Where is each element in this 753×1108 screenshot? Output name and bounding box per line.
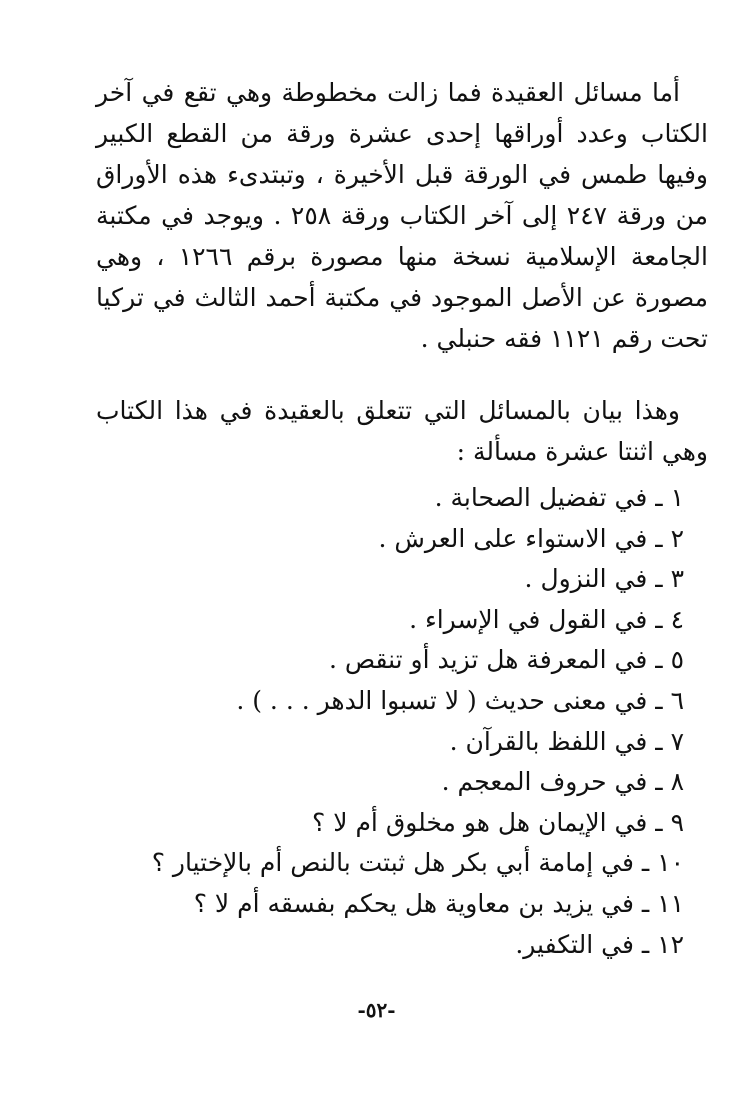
list-item — [96, 722, 708, 763]
item-text: في إمامة أبي بكر هل ثبتت بالنص أم بالإختيار ؟ — [151, 848, 634, 878]
item-number: ١ ـ — [655, 483, 684, 512]
creed-issues-list — [96, 478, 708, 965]
list-item — [96, 559, 708, 600]
list-item — [96, 681, 708, 722]
item-number: ٧ ـ — [655, 726, 684, 756]
manuscript-description-paragraph: أما مسائل العقيدة فما زالت مخطوطة وهي تقع في آخر الكتاب وعدد أوراقها إحدى عشرة ورقة من القطع الكبير وفيها طمس في الورقة قبل الأخيرة ، وتبتدىء هذه الأوراق من ورقة ٢٤٧ إلى آخر الكتاب ورقة ٢٥٨ . ويوجد في مكتبة الجامعة الإسلامية نسخة منها مصورة برقم ١٢٦٦ ، وهي مصورة عن الأصل الموجود في مكتبة أحمد الثالث في تركيا تحت رقم ١١٢١ فقه حنبلي . — [96, 78, 708, 353]
list-item — [96, 803, 708, 844]
issues-intro-block — [96, 390, 708, 472]
item-number: ٢ ـ — [655, 523, 684, 553]
list-item — [96, 640, 708, 681]
item-text: في التكفير. — [515, 929, 634, 959]
item-text: في حروف المعجم . — [441, 767, 648, 797]
list-item — [96, 843, 708, 884]
item-number: ٣ ـ — [655, 564, 684, 594]
item-text: في القول في الإسراء . — [409, 604, 648, 634]
item-number: ١١ ـ — [641, 888, 684, 918]
item-number: ٤ ـ — [655, 604, 684, 634]
list-item — [96, 478, 708, 519]
intro-paragraph-block — [96, 72, 708, 359]
item-text: في الإيمان هل هو مخلوق أم لا ؟ — [312, 807, 648, 837]
list-item — [96, 884, 708, 925]
item-text: في النزول . — [524, 564, 648, 594]
list-item — [96, 519, 708, 560]
page-number: -٥٢- — [357, 998, 396, 1022]
item-number: ١٠ ـ — [641, 848, 684, 878]
item-text: في تفضيل الصحابة . — [434, 483, 648, 512]
list-item — [96, 762, 708, 803]
item-number: ١٢ ـ — [641, 929, 684, 959]
item-number: ٨ ـ — [655, 767, 684, 797]
item-text: في يزيد بن معاوية هل يحكم بفسقه أم لا ؟ — [193, 888, 634, 918]
item-number: ٩ ـ — [655, 807, 684, 837]
issues-intro-paragraph: وهذا بيان بالمسائل التي تتعلق بالعقيدة في هذا الكتاب وهي اثنتا عشرة مسألة : — [96, 396, 708, 466]
item-text: في اللفظ بالقرآن . — [449, 726, 648, 756]
item-text: في الاستواء على العرش . — [378, 523, 648, 553]
item-text: في المعرفة هل تزيد أو تنقص . — [328, 645, 648, 675]
item-number: ٦ ـ — [655, 685, 684, 715]
item-text: في معنى حديث ( لا تسبوا الدهر . . . ) . — [236, 685, 648, 715]
list-item — [96, 925, 708, 966]
list-item — [96, 600, 708, 641]
item-number: ٥ ـ — [655, 645, 684, 675]
